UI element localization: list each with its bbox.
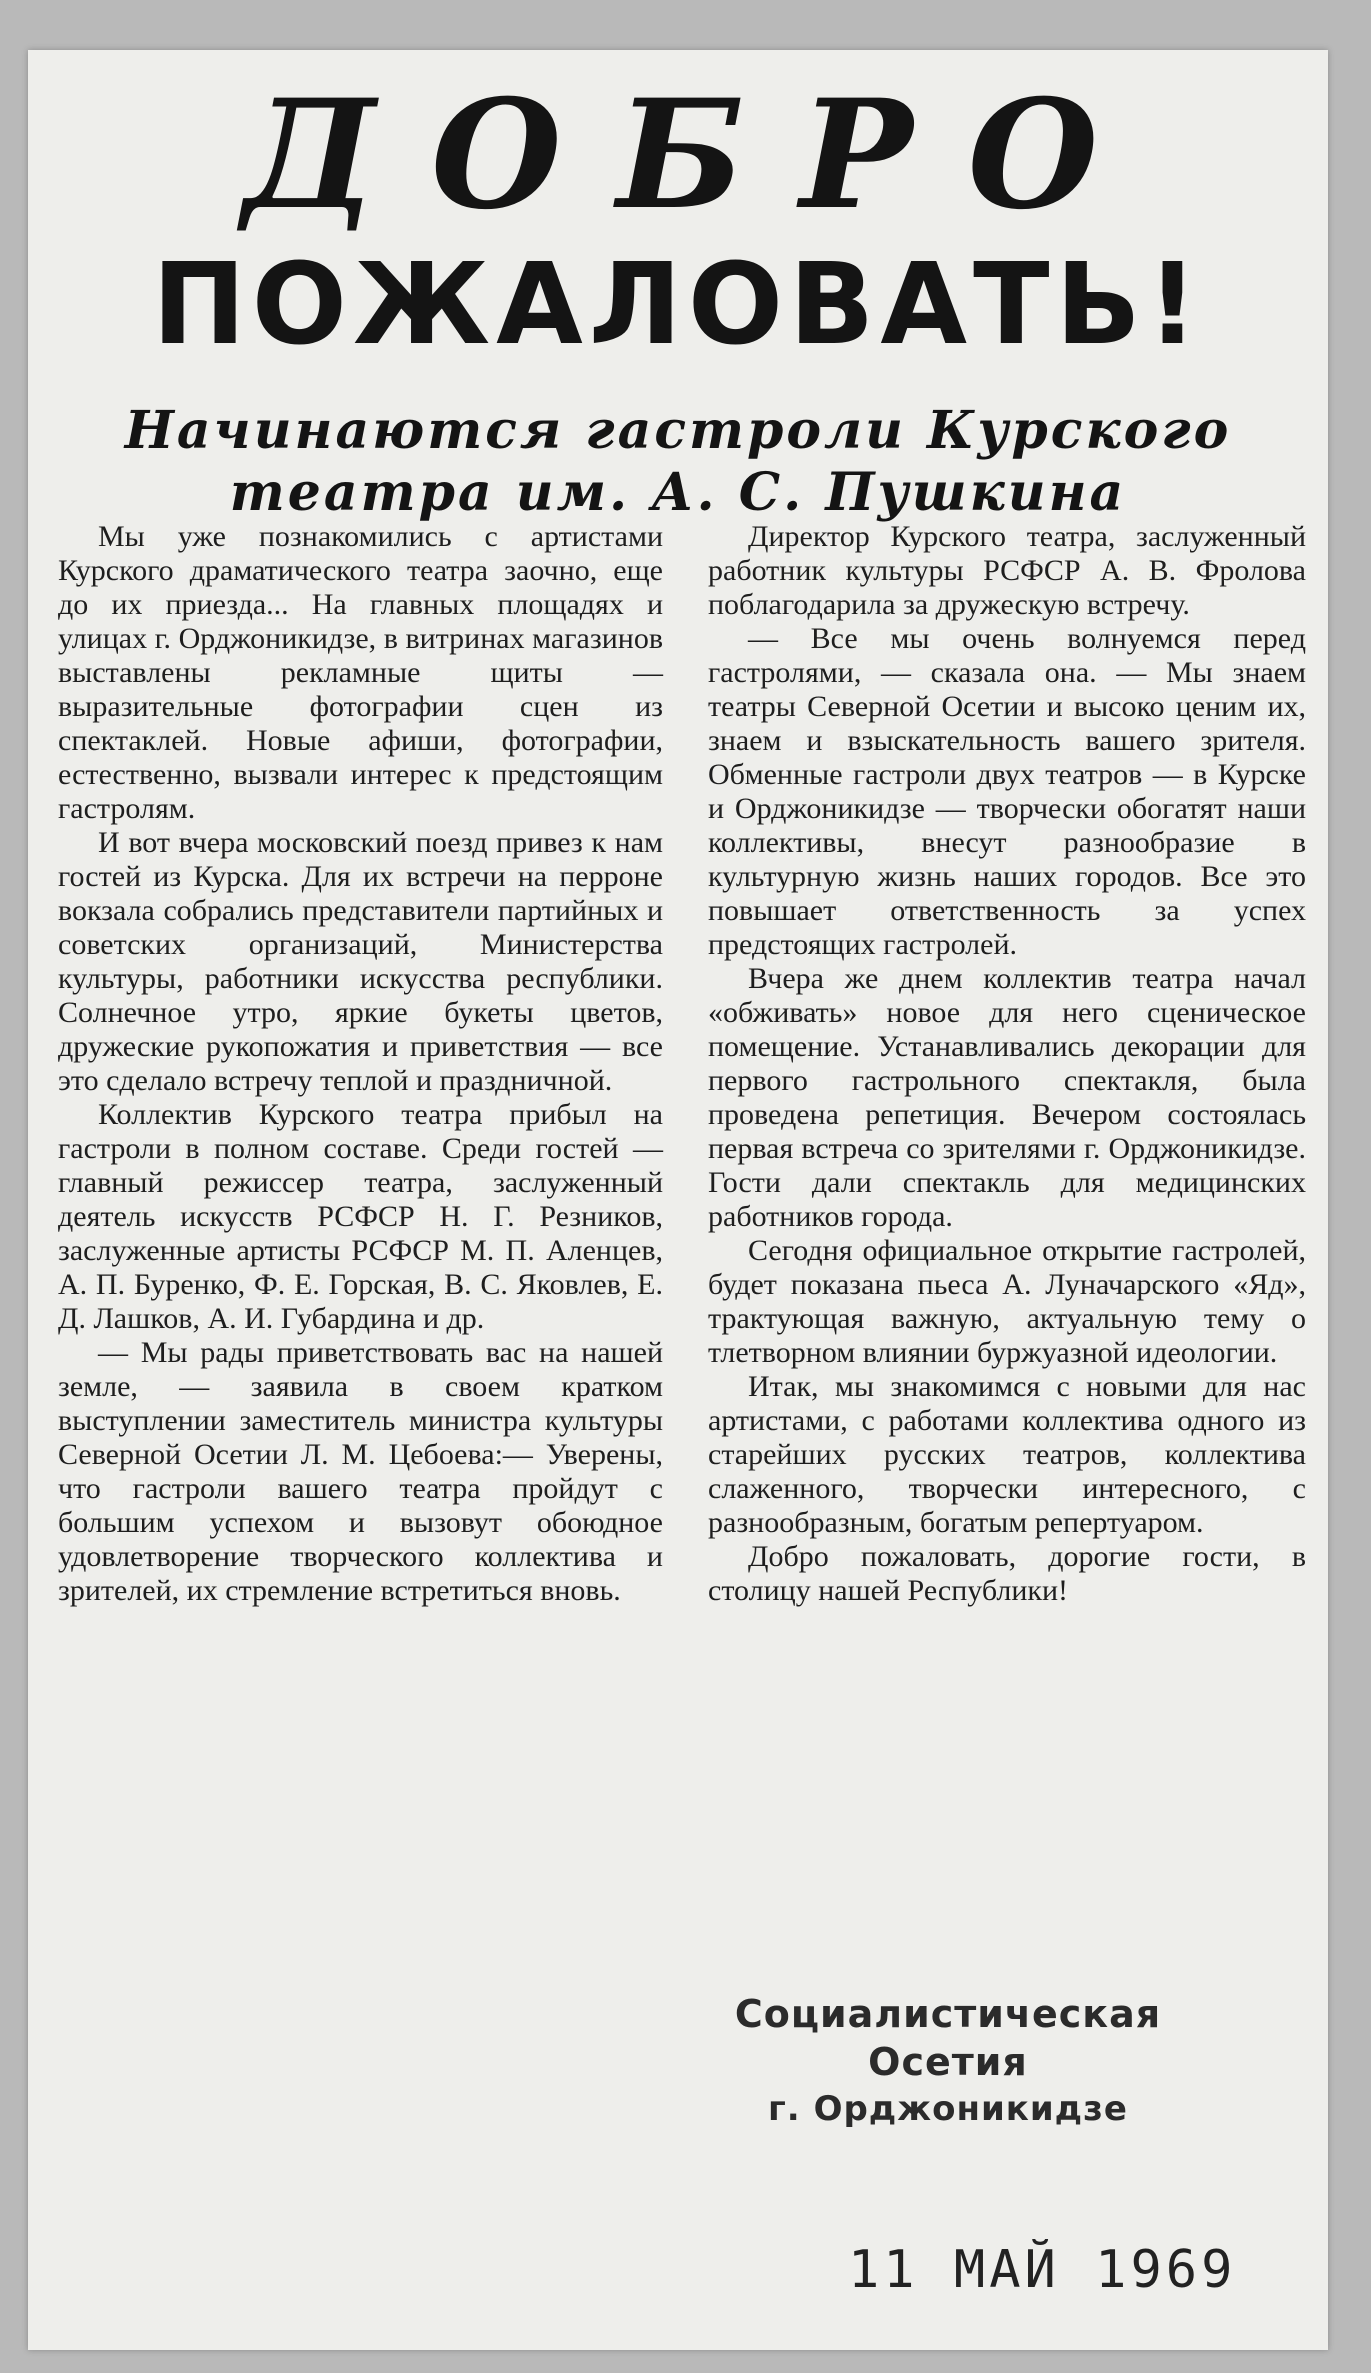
source-name: Социалистическая Осетия: [734, 1992, 1162, 2084]
headline-line-1: ДОБРО: [242, 67, 1154, 243]
paragraph: И вот вчера московский поезд привез к нам гостей из Курска. Для их встречи на перроне вокзала собрались представители партийных и советских организаций, Министерства культуры, работники искусства республики. Солнечное утро, яркие букеты цветов, дружеские рукопожатия и приветствия — все это сделало встречу теплой и праздничной.: [58, 826, 663, 1097]
date-stamp: 11 МАЙ 1969: [848, 2240, 1237, 2300]
paragraph: Добро пожаловать, дорогие гости, в столицу нашей Республики!: [708, 1540, 1306, 1607]
subheadline-line-2: театра им. А. С. Пушкина: [229, 462, 1127, 523]
paragraph: Коллектив Курского театра прибыл на гастроли в полном составе. Среди гостей — главный режиссер театра, заслуженный деятель искусств РСФСР Н. Г. Резников, заслуженные артисты РСФСР М. П. Аленцев, А. П. Буренко, Ф. Е. Горская, В. С. Яковлев, Е. Д. Лашков, А. И. Губардина и др.: [58, 1098, 663, 1335]
source-city: г. Орджоникидзе: [768, 2089, 1128, 2129]
paragraph: Вчера же днем коллектив театра начал «обживать» новое для него сценическое помещение. Устанавливались декорации для первого гастрольного спектакля, была проведена репетиция. Вечером состоялась первая встреча со зрителями г. Орджоникидзе. Гости дали спектакль для медицинских работников города.: [708, 962, 1306, 1233]
paragraph: Мы уже познакомились с артистами Курского драматического театра заочно, еще до их приезда... На главных площадях и улицах г. Орджоникидзе, в витринах магазинов выставлены рекламные щиты — выразительные фотографии сцен из спектаклей. Новые афиши, фотографии, естественно, вызвали интерес к предстоящим гастролям.: [58, 520, 663, 825]
source-stamp: [668, 1990, 1228, 2132]
subheadline: [58, 400, 1298, 524]
article-column-right: [708, 520, 1306, 1608]
paragraph: — Мы рады приветствовать вас на нашей земле, — заявила в своем кратком выступлении заместитель министра культуры Северной Осетии Л. М. Цебоева:— Уверены, что гастроли вашего театра пройдут с большим успехом и вызовут обоюдное удовлетворение творческого коллектива и зрителей, их стремление встретиться вновь.: [58, 1336, 663, 1607]
article-column-left: [58, 520, 663, 1608]
newspaper-clipping: [28, 50, 1328, 2350]
paragraph: Директор Курского театра, заслуженный работник культуры РСФСР А. В. Фролова поблагодарила за дружескую встречу.: [708, 520, 1306, 621]
paragraph: Итак, мы знакомимся с новыми для нас артистами, с работами коллектива одного из старейших русских театров, коллектива слаженного, творчески интересного, с разнообразным, богатым репертуаром.: [708, 1370, 1306, 1539]
subheadline-line-1: Начинаются гастроли Курского: [124, 400, 1232, 461]
paragraph: — Все мы очень волнуемся перед гастролями, — сказала она. — Мы знаем театры Северной Осетии и высоко ценим их, знаем и взыскательность вашего зрителя. Обменные гастроли двух театров — в Курске и Орджоникидзе — творчески обогатят наши коллективы, внесут разнообразие в культурную жизнь наших городов. Все это повышает ответственность за успех предстоящих гастролей.: [708, 622, 1306, 961]
paragraph: Сегодня официальное открытие гастролей, будет показана пьеса А. Луначарского «Яд», трактующая важную, актуальную тему о тлетворном влиянии буржуазной идеологии.: [708, 1234, 1306, 1369]
headline-line-2: ПОЖАЛОВАТЬ!: [152, 240, 1204, 370]
